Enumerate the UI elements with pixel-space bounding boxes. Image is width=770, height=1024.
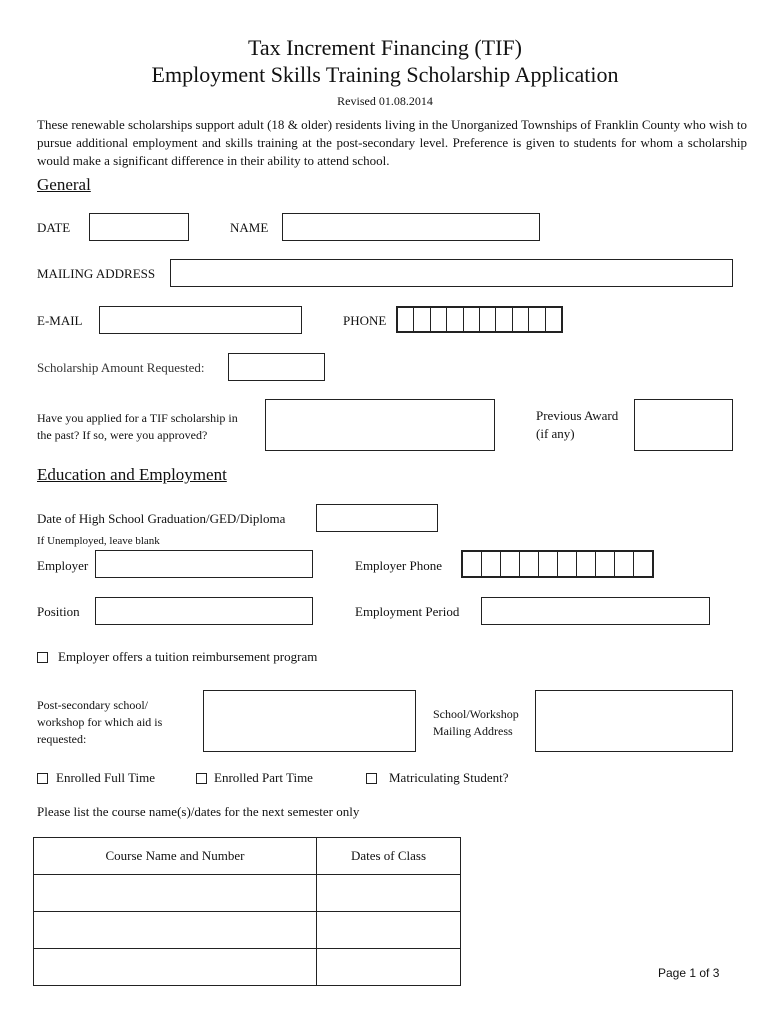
course-name-cell[interactable] [34, 875, 317, 912]
course-name-header: Course Name and Number [34, 838, 317, 875]
employer-label: Employer [37, 558, 89, 573]
graduation-date-field[interactable] [316, 504, 438, 532]
revision-date: Revised 01.08.2014 [337, 94, 433, 108]
class-dates-header: Dates of Class [317, 838, 461, 875]
employment-period-field[interactable] [481, 597, 710, 625]
matriculating-label: Matriculating Student? [389, 770, 509, 785]
name-field[interactable] [282, 213, 540, 241]
table-row [34, 949, 461, 986]
mailing-address-label: MAILING ADDRESS [37, 266, 156, 281]
graduation-date-label: Date of High School Graduation/GED/Diploma [37, 511, 286, 526]
class-dates-cell[interactable] [317, 875, 461, 912]
email-label: E-MAIL [37, 313, 83, 328]
employment-period-label: Employment Period [355, 604, 460, 619]
intro-paragraph: These renewable scholarships support adult (18 & older) residents living in the Unorganized Townships of Franklin County who wish to pursue additional employment and skills training at the post-secondary level. Preference is given to students for whom a scholarship would make a significant difference in their ability to attend school. [37, 117, 747, 168]
enrolled-full-time-checkbox[interactable] [37, 773, 48, 784]
tuition-reimbursement-label: Employer offers a tuition reimbursement program [58, 649, 318, 664]
applied-before-label: Have you applied for a TIF scholarship in the past? If so, were you approved? [37, 411, 238, 442]
enrolled-part-time-label: Enrolled Part Time [214, 770, 313, 785]
form-title-line2: Employment Skills Training Scholarship Application [151, 62, 619, 87]
school-field[interactable] [203, 690, 416, 752]
school-label: Post-secondary school/ workshop for which aid is requested: [37, 698, 163, 746]
section-heading-general: General [37, 175, 91, 194]
matriculating-checkbox[interactable] [366, 773, 377, 784]
form-title-line1: Tax Increment Financing (TIF) [248, 35, 522, 60]
phone-digit-field[interactable] [396, 306, 563, 333]
course-name-cell[interactable] [34, 912, 317, 949]
unemployed-note: If Unemployed, leave blank [37, 535, 160, 547]
enrolled-full-time-label: Enrolled Full Time [56, 770, 155, 785]
amount-requested-label: Scholarship Amount Requested: [37, 360, 205, 375]
courses-table [33, 837, 461, 986]
position-label: Position [37, 604, 80, 619]
class-dates-cell[interactable] [317, 949, 461, 986]
date-label: DATE [37, 220, 71, 235]
previous-award-field[interactable] [634, 399, 733, 451]
table-row [34, 912, 461, 949]
course-list-prompt: Please list the course name(s)/dates for the next semester only [37, 804, 360, 819]
previous-award-label: Previous Award (if any) [536, 408, 619, 441]
employer-field[interactable] [95, 550, 313, 578]
employer-phone-digit-field[interactable] [461, 550, 654, 578]
phone-label: PHONE [343, 313, 387, 328]
applied-before-field[interactable] [265, 399, 495, 451]
email-field[interactable] [99, 306, 302, 334]
employer-phone-label: Employer Phone [355, 558, 443, 573]
amount-requested-field[interactable] [228, 353, 325, 381]
page-number: Page 1 of 3 [658, 966, 720, 980]
mailing-address-field[interactable] [170, 259, 733, 287]
course-name-cell[interactable] [34, 949, 317, 986]
section-heading-education: Education and Employment [37, 465, 227, 484]
position-field[interactable] [95, 597, 313, 625]
table-row [34, 875, 461, 912]
school-address-field[interactable] [535, 690, 733, 752]
enrolled-part-time-checkbox[interactable] [196, 773, 207, 784]
school-address-label: School/Workshop Mailing Address [433, 707, 519, 738]
class-dates-cell[interactable] [317, 912, 461, 949]
courses-table-header-row [34, 838, 461, 875]
tuition-reimbursement-checkbox[interactable] [37, 652, 48, 663]
date-field[interactable] [89, 213, 189, 241]
name-label: NAME [230, 220, 269, 235]
